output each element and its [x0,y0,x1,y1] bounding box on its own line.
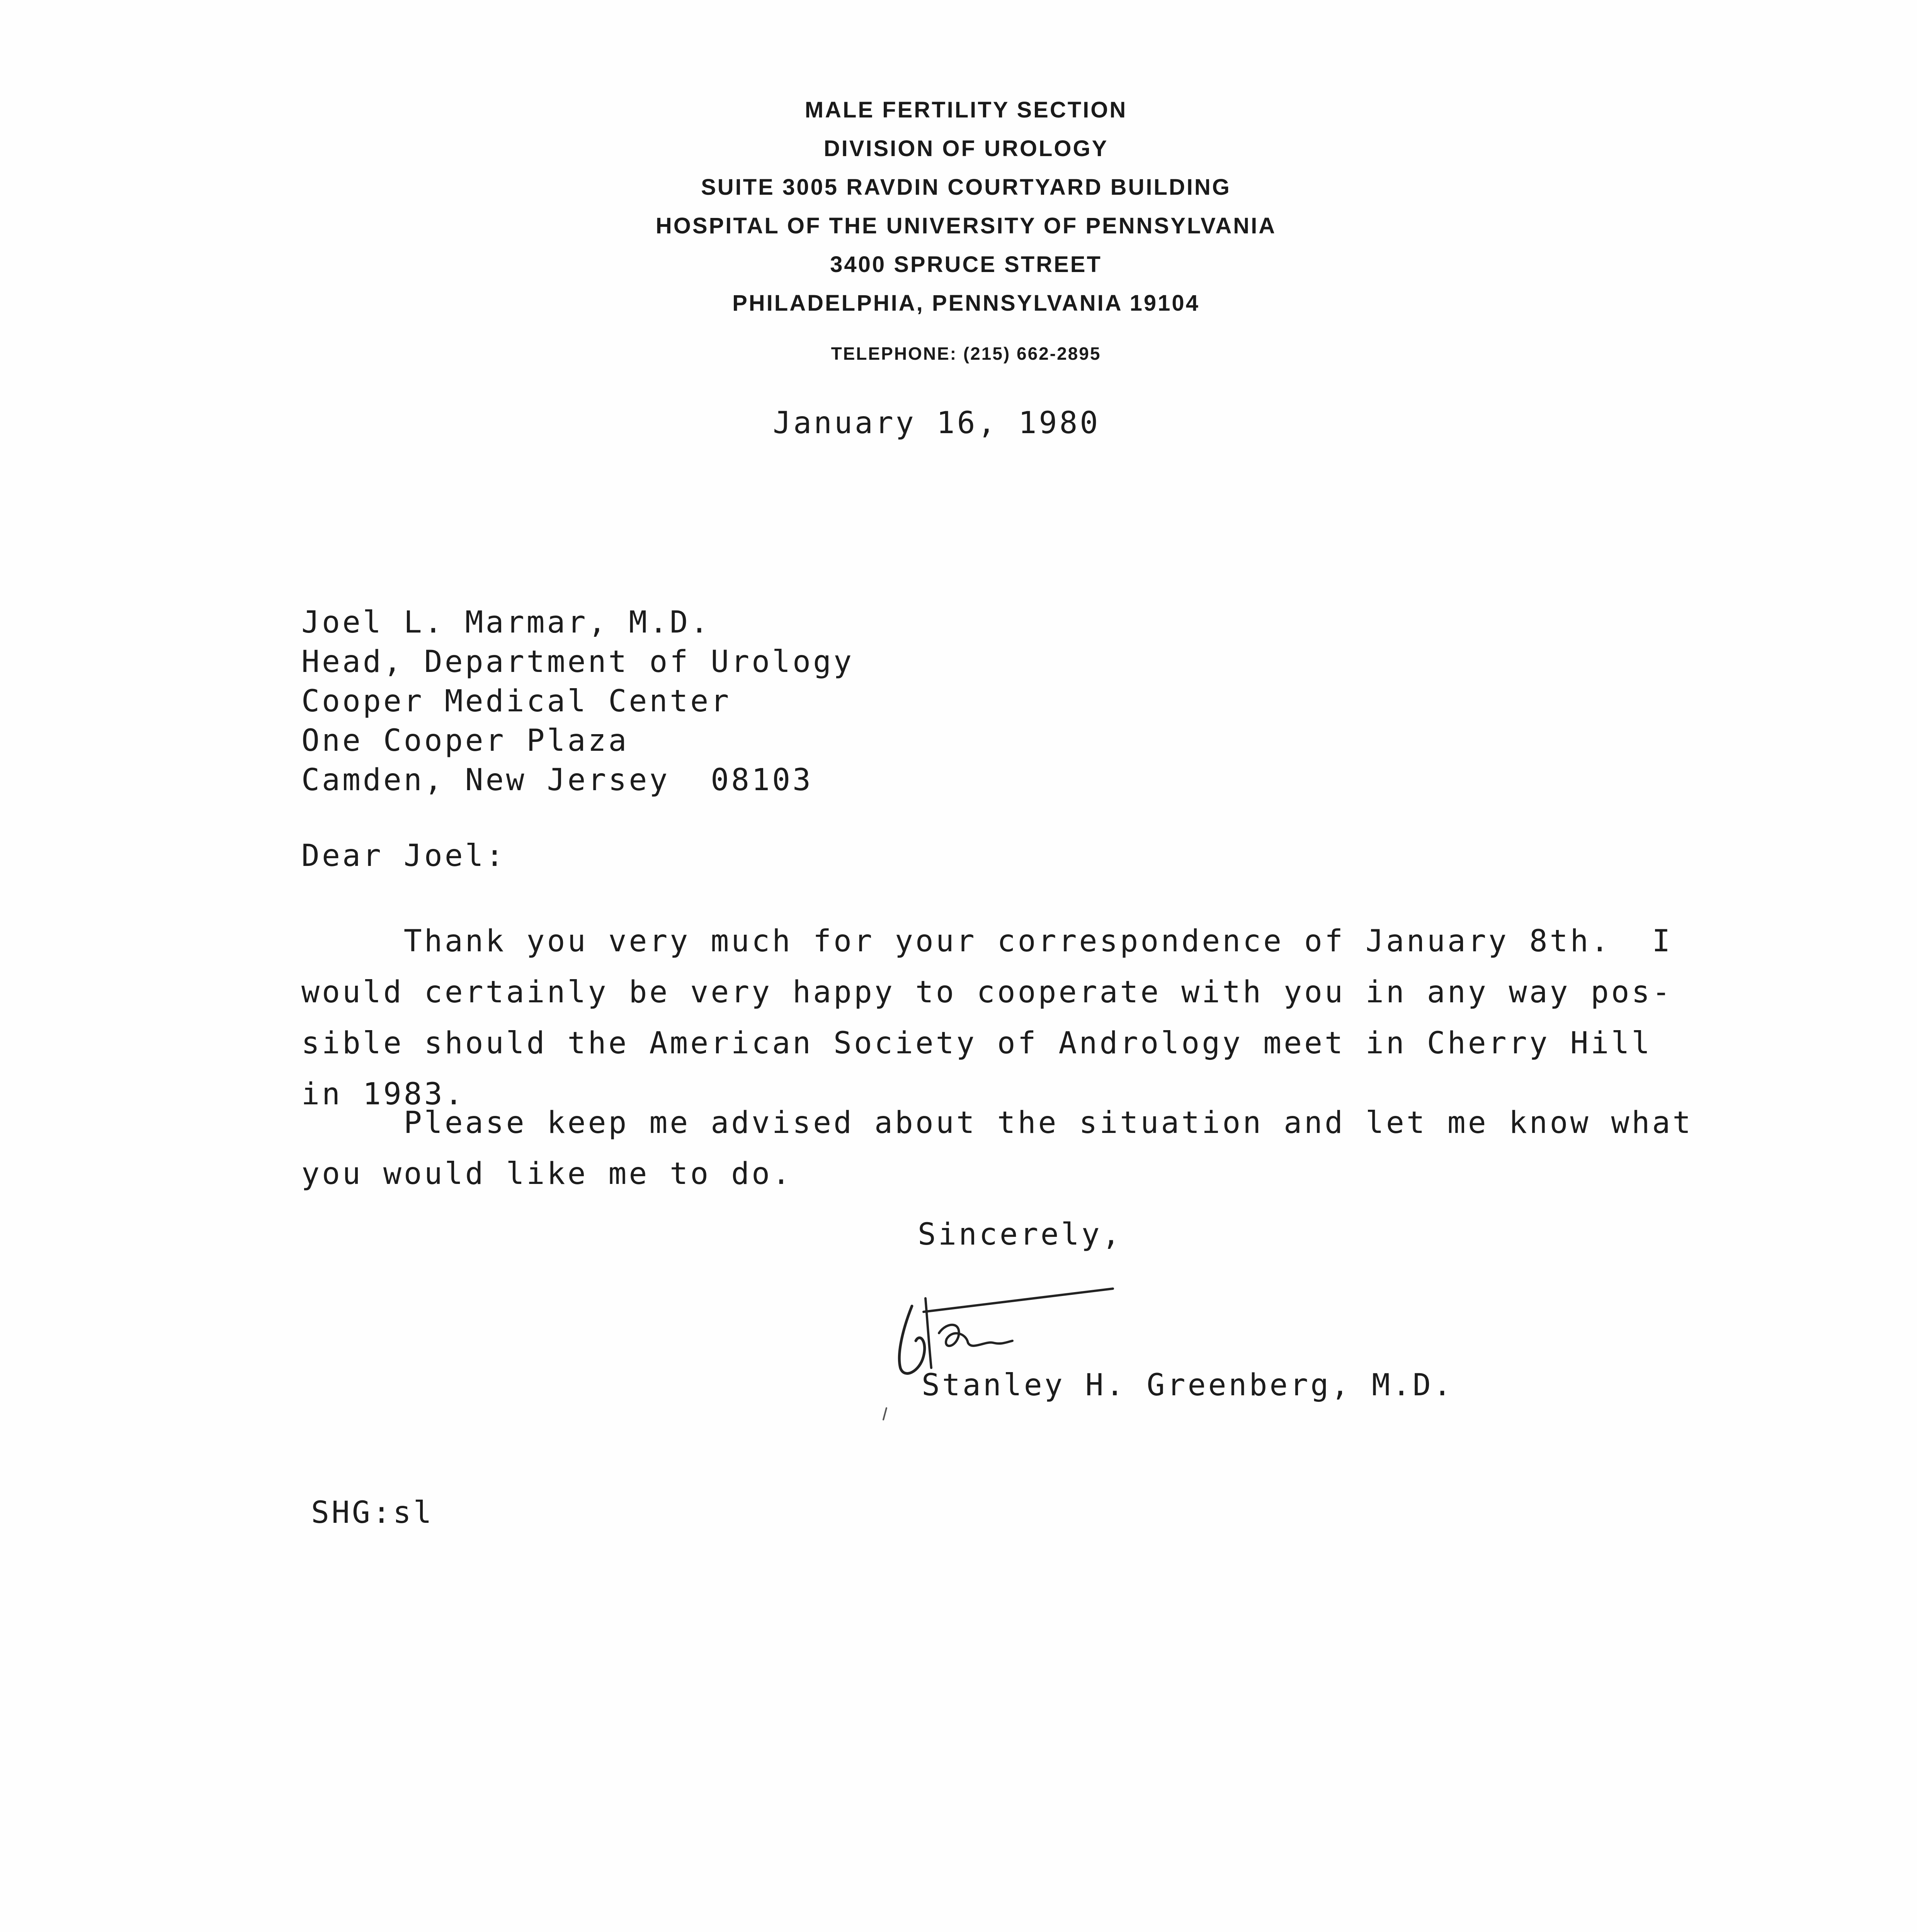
body-paragraph-2 [301,1097,1693,1199]
recipient-title: Head, Department of Urology [301,645,854,679]
paragraph-line: in 1983. [301,1077,465,1112]
recipient-name: Joel L. Marmar, M.D. [301,605,711,640]
salutation: Dear Joel: [301,838,506,873]
body-paragraph-1 [301,916,1672,1120]
recipient-city: Camden, New Jersey 08103 [301,763,813,798]
letterhead-section: MALE FERTILITY SECTION [805,97,1128,122]
paragraph-line: would certainly be very happy to cooperate with you in any way pos- [301,975,1673,1010]
recipient-address [301,603,854,800]
typist-initials: SHG:sl [311,1495,434,1530]
letterhead [464,91,1468,369]
signer-name: Stanley H. Greenberg, M.D. [922,1368,1454,1403]
recipient-street: One Cooper Plaza [301,723,629,758]
paragraph-line: Please keep me advised about the situation and let me know what [301,1105,1693,1140]
paragraph-line: sible should the American Society of Andrology meet in Cherry Hill [301,1026,1652,1061]
paragraph-line: Thank you very much for your correspondence of January 8th. I [301,924,1673,959]
letterhead-telephone: TELEPHONE: (215) 662-2895 [831,344,1101,364]
recipient-organization: Cooper Medical Center [301,684,731,719]
letterhead-suite: SUITE 3005 RAVDIN COURTYARD BUILDING [701,175,1231,200]
letterhead-hospital: HOSPITAL OF THE UNIVERSITY OF PENNSYLVANIA [655,213,1277,238]
letterhead-street: 3400 SPRUCE STREET [830,252,1102,277]
stray-pen-mark [881,1406,889,1422]
letterhead-division: DIVISION OF UROLOGY [823,136,1109,161]
paragraph-line: you would like me to do. [301,1156,793,1191]
letterhead-city: PHILADELPHIA, PENNSYLVANIA 19104 [732,291,1200,316]
letter-date: January 16, 1980 [773,406,1101,440]
closing: Sincerely, [918,1217,1123,1252]
